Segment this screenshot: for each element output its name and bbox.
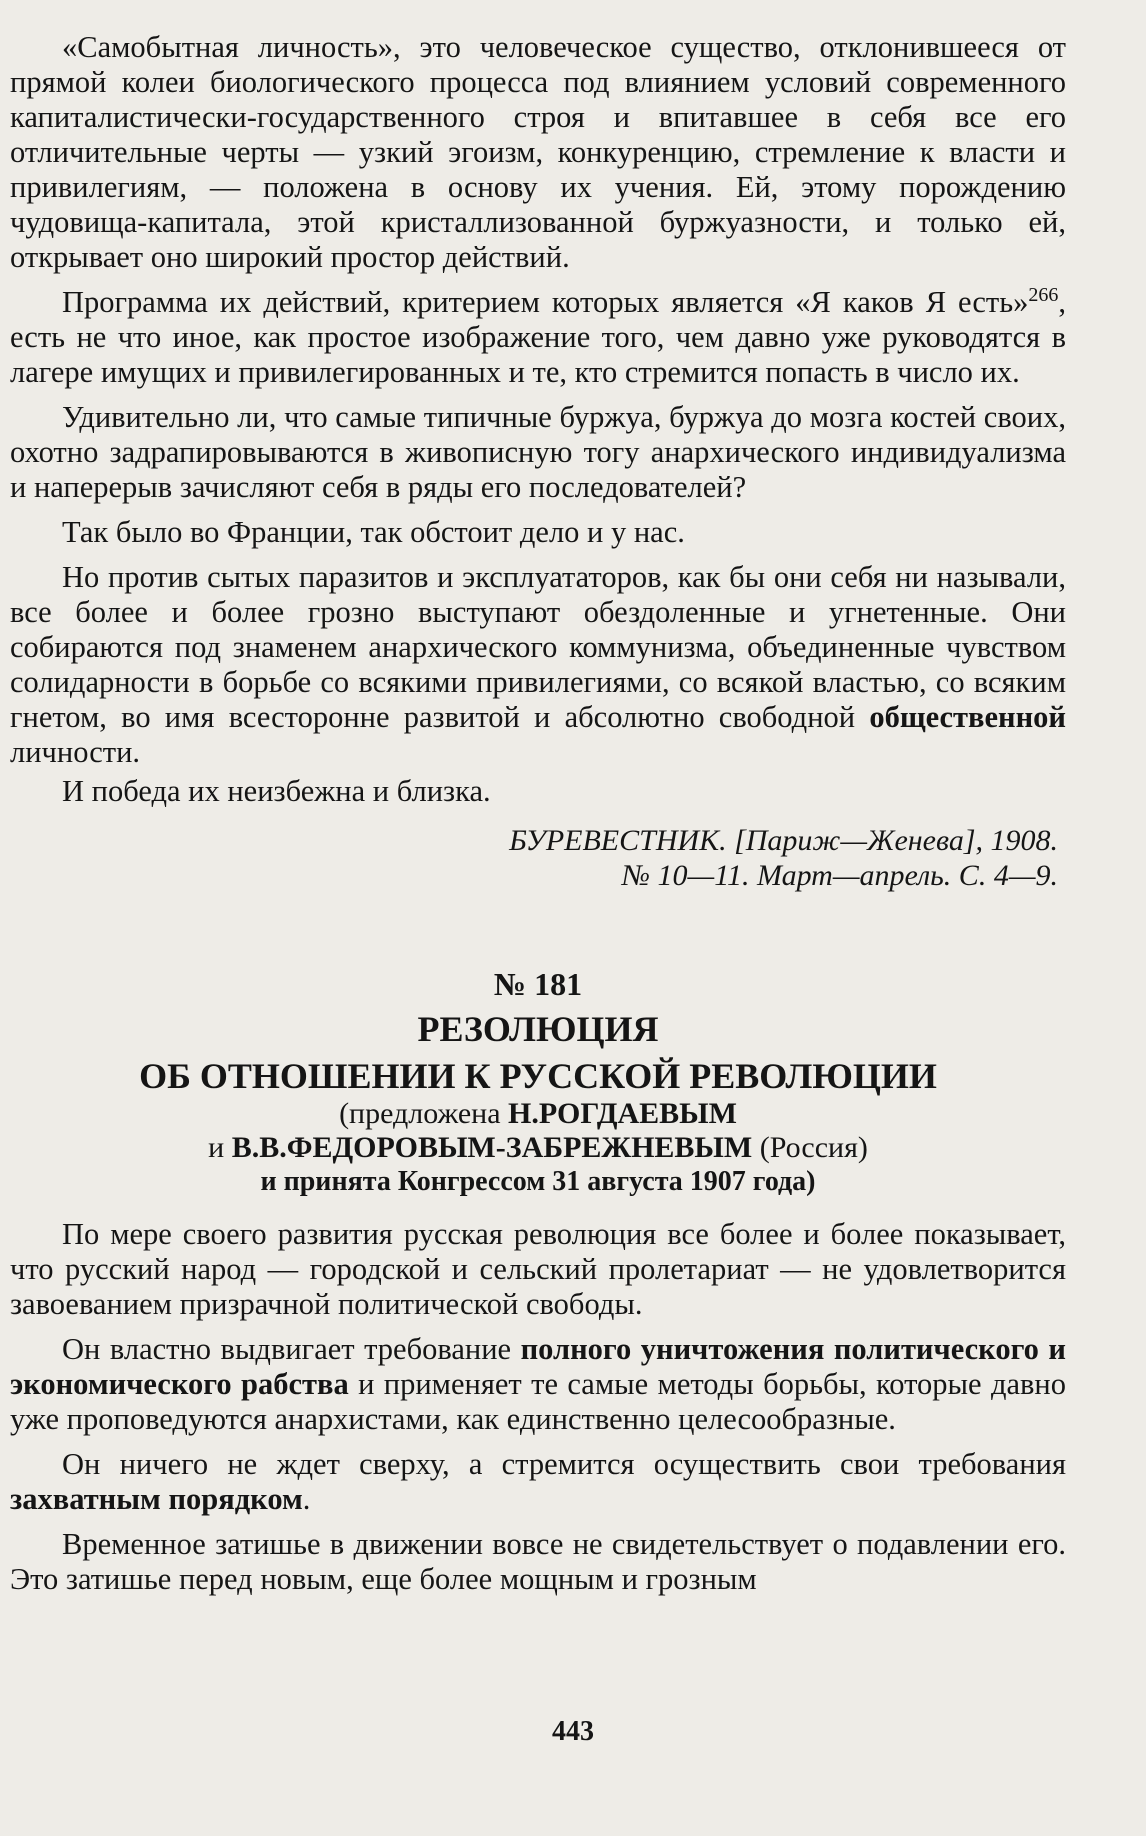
subtitle-text: (предложена	[339, 1097, 509, 1130]
paragraph-text: Но против сытых паразитов и эксплуататоров, как бы они себя ни называли, все более и более грозно выступают обездоленные и угнетенные. Они собираются под знаменем анархического коммунизма, объединенные чувством солидарности в борьбе со всякими привилегиями, со всякой властью, со всяким гнетом, во имя всесторонне развитой и абсолютно свободной	[10, 560, 1066, 734]
document-title-line-2: ОБ ОТНОШЕНИИ К РУССКОЙ РЕВОЛЮЦИИ	[139, 1056, 937, 1096]
paragraph-bourgeois	[10, 400, 1066, 505]
paragraph-self-personality	[10, 30, 1066, 275]
subtitle-text: (Россия)	[752, 1131, 868, 1164]
page-number: 443	[552, 1716, 594, 1747]
resolution-paragraph-3	[10, 1447, 1066, 1517]
footnote-reference: 266	[1028, 283, 1059, 306]
paragraph-text: Удивительно ли, что самые типичные буржуа, буржуа до мозга костей своих, охотно задрапировываются в живописную тогу анархического индивидуализма и наперерыв зачисляют себя в ряды его последователей?	[10, 400, 1066, 504]
source-line-2: № 10—11. Март—апрель. С. 4—9.	[621, 859, 1058, 892]
paragraph-text: И победа их неизбежна и близка.	[62, 774, 491, 808]
document-heading	[10, 965, 1066, 1199]
paragraph-oppressed	[10, 560, 1066, 770]
paragraph-text: По мере своего развития русская революция все более и более показывает, что русский народ — городской и сельский пролетариат — не удовлетворится завоеванием призрачной политической свободы.	[10, 1217, 1066, 1321]
paragraph-text: Он властно выдвигает требование	[62, 1332, 521, 1366]
author-name: В.В.ФЕДОРОВЫМ-ЗАБРЕЖНЕВЫМ	[231, 1131, 753, 1164]
document-title-line-1: РЕЗОЛЮЦИЯ	[417, 1009, 659, 1049]
author-name: Н.РОГДАЕВЫМ	[508, 1097, 737, 1130]
document-number: № 181	[493, 966, 583, 1002]
bold-text: общественной	[869, 700, 1066, 734]
subtitle-text: и	[208, 1131, 232, 1164]
paragraph-program	[10, 285, 1066, 390]
resolution-paragraph-1	[10, 1217, 1066, 1322]
paragraph-text: .	[302, 1482, 311, 1516]
source-line-1: БУРЕВЕСТНИК. [Париж—Женева], 1908.	[509, 824, 1058, 857]
resolution-paragraph-4	[10, 1527, 1066, 1597]
bold-text: полного уничтожения политического и экономического рабства	[10, 1332, 1066, 1401]
paragraph-text: и применяет те самые методы борьбы, которые давно уже проповедуются анархистами, как единственно целесообразные.	[10, 1367, 1067, 1436]
source-citation	[10, 823, 1058, 893]
resolution-paragraph-2	[10, 1332, 1066, 1437]
paragraph-text: , есть не что иное, как простое изображение того, чем давно уже руководятся в лагере имущих и привилегированных и те, кто стремится попасть в число их.	[10, 285, 1066, 389]
paragraph-text: личности.	[10, 735, 141, 769]
paragraph-text: Программа их действий, критерием которых является «Я каков Я есть»	[62, 285, 1029, 319]
paragraph-text: Временное затишье в движении вовсе не свидетельствует о подавлении его. Это затишье перед новым, еще более мощным и грозным	[10, 1527, 1066, 1596]
document-subtitle-line-2	[10, 1131, 1066, 1165]
document-subtitle-line-1	[10, 1097, 1066, 1131]
paragraph-text: Так было во Франции, так обстоит дело и у нас.	[62, 515, 685, 549]
paragraph-france	[10, 515, 1066, 550]
document-subtitle-line-3: и принята Конгрессом 31 августа 1907 года)	[260, 1166, 816, 1197]
bold-text: захватным порядком	[10, 1482, 303, 1516]
paragraph-victory	[10, 774, 1066, 809]
paragraph-text: «Самобытная личность», это человеческое существо, отклонившееся от прямой колеи биологического процесса под влиянием условий современного капиталистически-государственного строя и впитавшее в себя все его отличительные черты — узкий эгоизм, конкуренцию, стремление к власти и привилегиям, — положена в основу их учения. Ей, этому порождению чудовища-капитала, этой кристаллизованной буржуазности, и только ей, открывает оно широкий простор действий.	[10, 30, 1066, 274]
paragraph-text: Он ничего не ждет сверху, а стремится осуществить свои требования	[62, 1447, 1066, 1481]
